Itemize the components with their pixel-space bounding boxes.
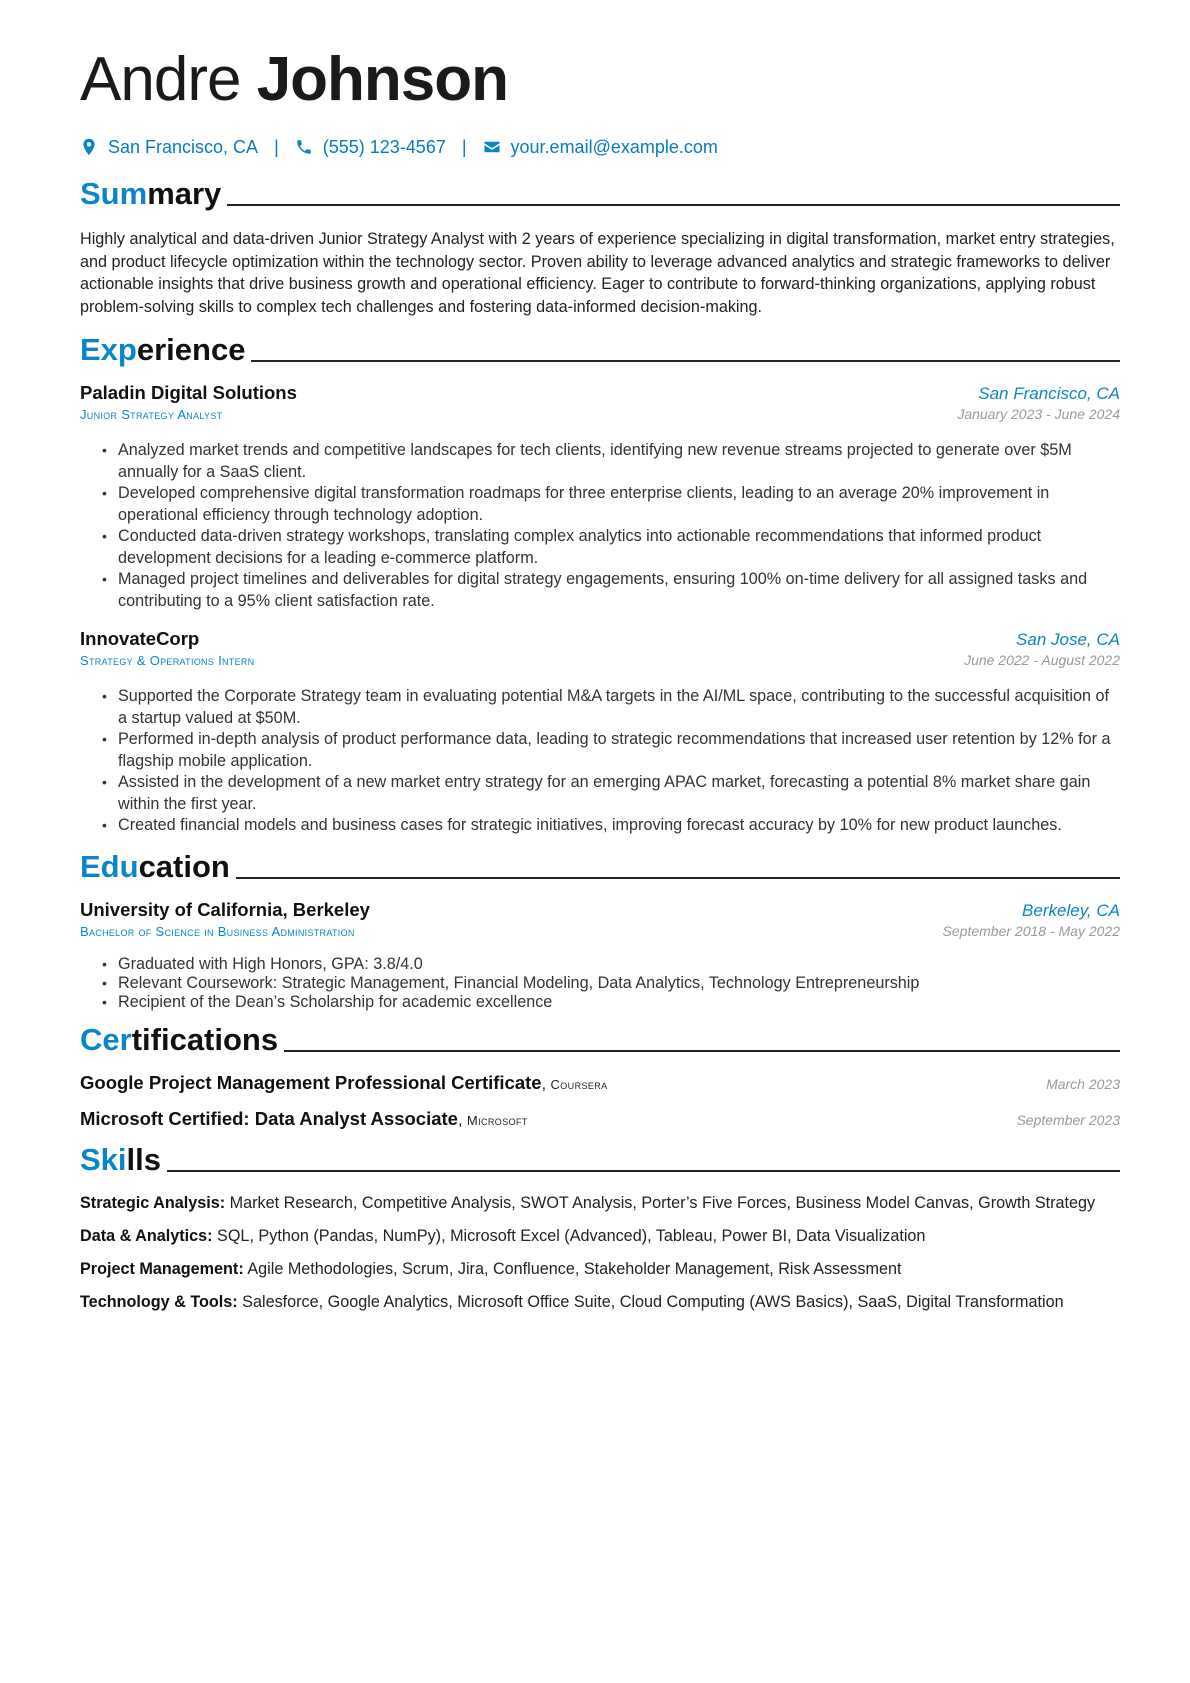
contact-separator: | — [461, 136, 467, 157]
employer-name: Paladin Digital Solutions — [80, 382, 297, 404]
bullet-item: • Conducted data-driven strategy workshops, translating complex analytics into actionable recommendations that informed product development decisions for a leading e-commerce platform. — [118, 526, 1120, 569]
skill-category: Strategic Analysis: — [80, 1193, 226, 1212]
section-divider — [227, 204, 1120, 206]
section-divider — [236, 877, 1120, 879]
skill-category: Project Management: — [80, 1259, 244, 1278]
summary-text: Highly analytical and data-driven Junior Strategy Analyst with 2 years of experience specializing in digital transformation, market entry strategies, and product lifecycle optimization within the technology sector. Proven ability to leverage advanced analytics and strategic frameworks to deliver actionable insights that drive business growth and operational efficiency. Eager to contribute to forward-thinking organizations, applying robust problem-solving skills to complex tech challenges and fostering data-informed decision-making. — [80, 230, 1115, 316]
first-name: Andre — [80, 45, 241, 114]
skill-row — [80, 1225, 1120, 1247]
skill-row — [80, 1291, 1120, 1313]
certification-title: Microsoft Certified: Data Analyst Associate — [80, 1107, 458, 1129]
certification-item: Microsoft Certified: Data Analyst Associate, Microsoft September 2023 — [80, 1107, 1120, 1129]
job-location: San Francisco, CA — [978, 384, 1120, 404]
employer-name: InnovateCorp — [80, 628, 200, 650]
job-bullets — [80, 440, 1120, 612]
bullet-item: • Supported the Corporate Strategy team in evaluating potential M&A targets in the AI/ML space, contributing to the successful acquisition of a startup valued at $50M. — [118, 686, 1120, 729]
degree-title: Bachelor of Science in Business Administration — [80, 923, 355, 939]
skill-list: Salesforce, Google Analytics, Microsoft Office Suite, Cloud Computing (AWS Basics), SaaS, Digital Transformation — [242, 1292, 1064, 1311]
last-name: Johnson — [256, 45, 509, 114]
phone-icon — [295, 138, 313, 156]
certification-issuer: Microsoft — [466, 1112, 528, 1128]
section-title-education: Education — [80, 848, 230, 884]
section-header-skills — [80, 1138, 1120, 1178]
skill-category: Technology & Tools: — [80, 1292, 238, 1311]
skill-row — [80, 1258, 1120, 1280]
location-text: San Francisco, CA — [108, 136, 259, 157]
section-header-experience — [80, 328, 1120, 368]
certification-title: Google Project Management Professional Certificate — [80, 1071, 542, 1093]
job-title: Junior Strategy Analyst — [80, 407, 223, 423]
section-title-skills: Skills — [80, 1141, 161, 1177]
phone-text: (555) 123-4567 — [322, 136, 446, 157]
certification-date: September 2023 — [1016, 1111, 1120, 1128]
email-link[interactable]: your.email@example.com — [510, 136, 718, 157]
section-title-summary: Summary — [80, 176, 222, 211]
skill-row — [80, 1192, 1120, 1214]
contact-email[interactable] — [483, 137, 718, 158]
experience-entry — [80, 382, 1120, 612]
candidate-name — [80, 42, 1120, 118]
section-title-experience: Experience — [80, 332, 246, 368]
section-header-summary — [80, 172, 1120, 212]
certification-item: Google Project Management Professional Certificate, Coursera March 2023 — [80, 1071, 1120, 1093]
section-divider — [167, 1170, 1120, 1172]
school-location: Berkeley, CA — [1022, 900, 1120, 920]
experience-entry — [80, 628, 1120, 837]
envelope-icon — [483, 138, 501, 156]
contact-phone — [295, 137, 446, 158]
contact-location — [80, 137, 258, 158]
section-title-certifications: Certifications — [80, 1021, 279, 1057]
map-pin-icon — [80, 138, 98, 156]
bullet-item: • Managed project timelines and deliverables for digital strategy engagements, ensuring 100% on-time delivery for all assigned tasks and contributing to a 95% client satisfaction rate. — [118, 569, 1120, 612]
resume-page — [80, 42, 1120, 1313]
bullet-item: • Analyzed market trends and competitive landscapes for tech clients, identifying new revenue streams projected to generate over $5M annually for a SaaS client. — [118, 440, 1120, 483]
bullet-item: • Developed comprehensive digital transformation roadmaps for three enterprise clients, leading to an average 20% improvement in operational efficiency through technology adoption. — [118, 483, 1120, 526]
contact-separator: | — [274, 136, 279, 157]
school-name: University of California, Berkeley — [80, 898, 370, 920]
bullet-item: • Graduated with High Honors, GPA: 3.8/4.0 — [118, 955, 1120, 974]
contact-bar — [80, 134, 1120, 160]
job-dates: June 2022 - August 2022 — [964, 652, 1120, 669]
education-dates: September 2018 - May 2022 — [942, 922, 1120, 939]
section-header-certifications — [80, 1018, 1120, 1058]
certification-date: March 2023 — [1046, 1075, 1120, 1092]
skill-list: SQL, Python (Pandas, NumPy), Microsoft Excel (Advanced), Tableau, Power BI, Data Visualization — [217, 1226, 926, 1245]
education-bullets — [80, 955, 1120, 1012]
bullet-item: • Recipient of the Dean’s Scholarship for academic excellence — [118, 993, 1120, 1012]
certification-issuer: Coursera — [550, 1076, 608, 1092]
job-dates: January 2023 - June 2024 — [957, 406, 1120, 423]
job-title: Strategy & Operations Intern — [80, 653, 255, 669]
job-bullets — [80, 686, 1120, 837]
section-divider — [284, 1050, 1120, 1052]
bullet-item: • Performed in-depth analysis of product performance data, leading to strategic recommendations that increased user retention by 12% for a flagship mobile application. — [118, 729, 1120, 772]
bullet-item: • Assisted in the development of a new market entry strategy for an emerging APAC market, forecasting a potential 8% market share gain within the first year. — [118, 772, 1120, 815]
bullet-item: • Relevant Coursework: Strategic Management, Financial Modeling, Data Analytics, Technology Entrepreneurship — [118, 974, 1120, 993]
section-divider — [251, 360, 1120, 362]
skill-list: Market Research, Competitive Analysis, SWOT Analysis, Porter’s Five Forces, Business Model Canvas, Growth Strategy — [229, 1193, 1096, 1212]
section-header-education — [80, 845, 1120, 885]
education-entry — [80, 899, 1120, 1012]
job-location: San Jose, CA — [1016, 630, 1120, 650]
skill-list: Agile Methodologies, Scrum, Jira, Confluence, Stakeholder Management, Risk Assessment — [247, 1259, 902, 1278]
bullet-item: • Created financial models and business cases for strategic initiatives, improving forecast accuracy by 10% for new product launches. — [118, 815, 1120, 837]
skill-category: Data & Analytics: — [80, 1226, 213, 1245]
